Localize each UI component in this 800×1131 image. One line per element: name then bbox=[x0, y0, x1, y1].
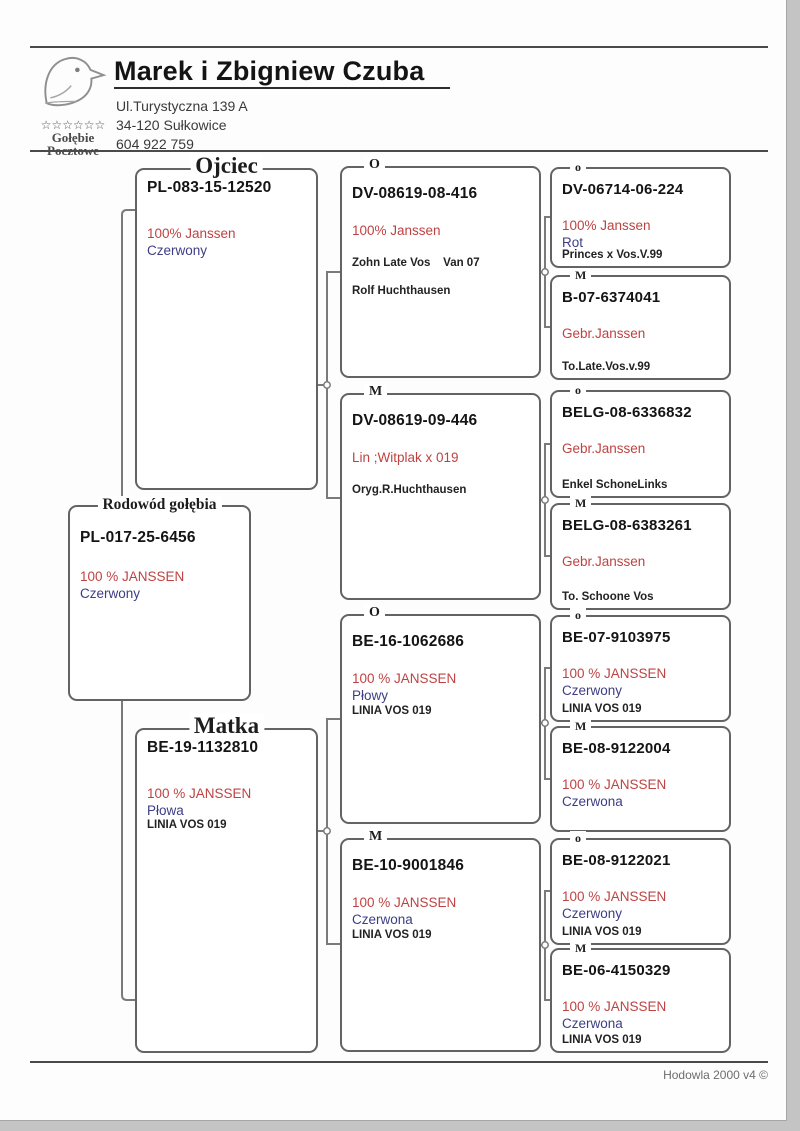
strain-line: Gebr.Janssen bbox=[562, 554, 646, 569]
ring-number: BELG-08-6383261 bbox=[562, 517, 692, 534]
ring-number: BE-08-9122004 bbox=[562, 740, 671, 757]
sex-label: M bbox=[570, 496, 591, 511]
strain-line: Gebr.Janssen bbox=[562, 326, 646, 341]
logo-text-line1: Gołębie bbox=[51, 130, 95, 145]
box-ggparent-1 bbox=[550, 160, 731, 268]
box-ggparent-3 bbox=[550, 383, 731, 498]
logo-text-line2: Pocztowe bbox=[47, 143, 99, 158]
strain-line: 100% Janssen bbox=[147, 226, 236, 241]
color-line: Czerwony bbox=[562, 906, 623, 921]
ring-number: BE-16-1062686 bbox=[352, 633, 465, 650]
ring-number: BE-06-4150329 bbox=[562, 962, 671, 979]
strain-line: 100 % JANSSEN bbox=[562, 666, 667, 681]
note-line: LINIA VOS 019 bbox=[352, 705, 432, 717]
color-line: Czerwony bbox=[147, 243, 208, 258]
box-ggparent-4 bbox=[550, 496, 731, 610]
sex-label: o bbox=[570, 831, 586, 846]
ring-number: PL-017-25-6456 bbox=[80, 529, 196, 546]
color-line: Czerwona bbox=[352, 912, 413, 927]
sex-label: M bbox=[364, 384, 387, 400]
color-line: Płowa bbox=[147, 803, 184, 818]
note-line: Enkel SchoneLinks bbox=[562, 479, 668, 491]
ring-number: BE-08-9122021 bbox=[562, 852, 671, 869]
sex-label: M bbox=[570, 268, 591, 283]
box-paternal-grandmother bbox=[340, 384, 541, 600]
box-mother bbox=[135, 713, 318, 1053]
color-line: Rot bbox=[562, 235, 584, 250]
sex-label: M bbox=[570, 719, 591, 734]
color-line: Czerwona bbox=[562, 1016, 623, 1031]
note-line: Oryg.R.Huchthausen bbox=[352, 484, 467, 496]
strain-line: 100 % JANSSEN bbox=[147, 786, 252, 801]
strain-line: Gebr.Janssen bbox=[562, 441, 646, 456]
ring-number: DV-08619-09-446 bbox=[352, 412, 478, 429]
ring-number: BE-07-9103975 bbox=[562, 629, 671, 646]
ring-number: DV-06714-06-224 bbox=[562, 181, 684, 198]
ring-number: PL-083-15-12520 bbox=[147, 179, 272, 196]
color-line: Czerwony bbox=[562, 683, 623, 698]
breeder-name: Marek i Zbigniew Czuba bbox=[114, 56, 450, 89]
box-ggparent-6 bbox=[550, 719, 731, 832]
sex-label: M bbox=[570, 941, 591, 956]
address-city: 34-120 Sułkowice bbox=[116, 117, 227, 133]
sex-label: O bbox=[364, 157, 385, 173]
note-line: To.Late.Vos.v.99 bbox=[562, 361, 651, 373]
address-street: Ul.Turystyczna 139 A bbox=[116, 98, 248, 114]
strain-line: 100% Janssen bbox=[352, 223, 441, 238]
logo-stars: ☆☆☆☆☆☆ bbox=[40, 118, 106, 132]
note-line: LINIA VOS 019 bbox=[562, 926, 642, 938]
box-ggparent-7 bbox=[550, 831, 731, 945]
strain-line: 100% Janssen bbox=[562, 218, 651, 233]
strain-line: 100 % JANSSEN bbox=[352, 895, 457, 910]
sex-label: o bbox=[570, 383, 586, 398]
strain-line: 100 % JANSSEN bbox=[562, 999, 667, 1014]
strain-line: 100 % JANSSEN bbox=[352, 671, 457, 686]
ring-number: DV-08619-08-416 bbox=[352, 185, 478, 202]
sex-label: M bbox=[364, 829, 387, 845]
note-line: LINIA VOS 019 bbox=[562, 1034, 642, 1046]
sex-label: o bbox=[570, 160, 586, 175]
ring-number: BE-19-1132810 bbox=[147, 739, 259, 756]
box-paternal-grandfather bbox=[340, 157, 541, 378]
note-line: LINIA VOS 019 bbox=[562, 703, 642, 715]
box-ggparent-8 bbox=[550, 941, 731, 1053]
box-maternal-grandmother bbox=[340, 829, 541, 1052]
box-ggparent-2 bbox=[550, 268, 731, 380]
father-title: Ojciec bbox=[190, 153, 263, 179]
note-line: LINIA VOS 019 bbox=[352, 929, 432, 941]
sex-label: o bbox=[570, 608, 586, 623]
ring-number: BELG-08-6336832 bbox=[562, 404, 692, 421]
phone-number: 604 922 759 bbox=[116, 136, 194, 152]
ring-number: B-07-6374041 bbox=[562, 289, 661, 306]
box-maternal-grandfather bbox=[340, 605, 541, 824]
strain-line: Lin ;Witplak x 019 bbox=[352, 450, 459, 465]
color-line: Płowy bbox=[352, 688, 389, 703]
note-line: To. Schoone Vos bbox=[562, 591, 654, 603]
strain-line: 100 % JANSSEN bbox=[562, 777, 667, 792]
ring-number: BE-10-9001846 bbox=[352, 857, 465, 874]
color-line: Czerwona bbox=[562, 794, 623, 809]
sex-label: O bbox=[364, 605, 385, 621]
connector-subject-mother bbox=[122, 701, 135, 1000]
strain-line: 100 % JANSSEN bbox=[80, 569, 185, 584]
mother-title: Matka bbox=[189, 713, 264, 739]
note-line: LINIA VOS 019 bbox=[147, 819, 227, 831]
note-line: Princes x Vos.V.99 bbox=[562, 249, 663, 261]
software-credit: Hodowla 2000 v4 © bbox=[663, 1068, 768, 1082]
strain-line: 100 % JANSSEN bbox=[562, 889, 667, 904]
subject-title: Rodowód gołębia bbox=[97, 496, 221, 514]
box-subject bbox=[68, 496, 251, 701]
note-line: Rolf Huchthausen bbox=[352, 285, 451, 297]
connector-subject-father bbox=[122, 210, 135, 505]
color-line: Czerwony bbox=[80, 586, 141, 601]
box-ggparent-5 bbox=[550, 608, 731, 722]
box-father bbox=[135, 153, 318, 490]
note-line: Zohn Late Vos Van 07 bbox=[352, 257, 480, 269]
